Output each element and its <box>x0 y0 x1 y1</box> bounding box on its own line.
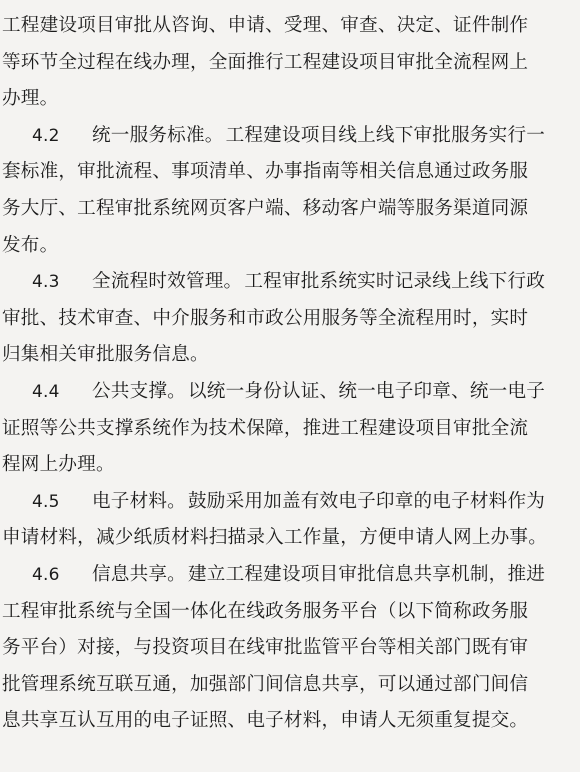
section-4-6-first-line <box>2 557 574 594</box>
section-4-2-first-line <box>2 118 574 155</box>
section-4-3-line: 审批、技术审查、中介服务和市政公用服务等全流程用时，实时 <box>2 307 529 329</box>
section-4-2-line: 发布。 <box>2 234 59 256</box>
section-4-5-line: 申请材料，减少纸质材料扫描录入工作量，方便申请人网上办事。 <box>2 527 548 549</box>
section-4-5-first-line <box>2 484 574 521</box>
section-heading: 公共支撑。 <box>92 380 186 402</box>
intro-line: 工程建设项目审批从咨询、申请、受理、审查、决定、证件制作 <box>2 15 529 36</box>
section-4-3-first-line <box>2 264 574 301</box>
section-4-4-line: 证照等公共支撑系统作为技术保障，推进工程建设项目审批全流 <box>2 417 529 439</box>
section-heading: 信息共享。 <box>92 563 186 585</box>
intro-line: 等环节全过程在线办理，全面推行工程建设项目审批全流程网上 <box>2 51 529 73</box>
section-text: 以统一身份认证、统一电子印章、统一电子 <box>187 380 546 402</box>
section-heading: 电子材料。 <box>92 490 186 512</box>
section-4-6-line: 务平台）对接，与投资项目在线审批监管平台等相关部门既有审 <box>2 637 529 659</box>
section-4-6-line: 批管理系统互联互通，加强部门间信息共享，可以通过部门间信 <box>2 673 529 695</box>
section-4-4-line: 程网上办理。 <box>2 454 115 476</box>
section-4-2-line: 套标准，审批流程、事项清单、办事指南等相关信息通过政务服 <box>2 161 529 183</box>
section-heading: 全流程时效管理。 <box>92 271 243 293</box>
section-4-6-line: 息共享互认互用的电子证照、电子材料，申请人无须重复提交。 <box>2 710 529 732</box>
section-number: 4.3 <box>32 272 60 293</box>
section-text: 建立工程建设项目审批信息共享机制，推进 <box>187 563 546 585</box>
intro-line: 办理。 <box>2 88 59 110</box>
section-4-6-line: 工程审批系统与全国一体化在线政务服务平台（以下简称政务服 <box>2 600 529 622</box>
section-4-4-first-line <box>2 374 574 411</box>
section-number: 4.6 <box>32 564 60 585</box>
section-4-3-line: 归集相关审批服务信息。 <box>2 344 209 366</box>
section-heading: 统一服务标准。 <box>92 124 224 146</box>
section-number: 4.5 <box>32 491 60 512</box>
section-text: 工程审批系统实时记录线上线下行政 <box>244 271 546 293</box>
section-text: 工程建设项目线上线下审批服务实行一 <box>225 124 546 146</box>
section-number: 4.2 <box>32 125 60 146</box>
section-number: 4.4 <box>32 381 60 402</box>
section-4-2-line: 务大厅、工程审批系统网页客户端、移动客户端等服务渠道同源 <box>2 197 529 219</box>
section-text: 鼓励采用加盖有效电子印章的电子材料作为 <box>187 490 546 512</box>
